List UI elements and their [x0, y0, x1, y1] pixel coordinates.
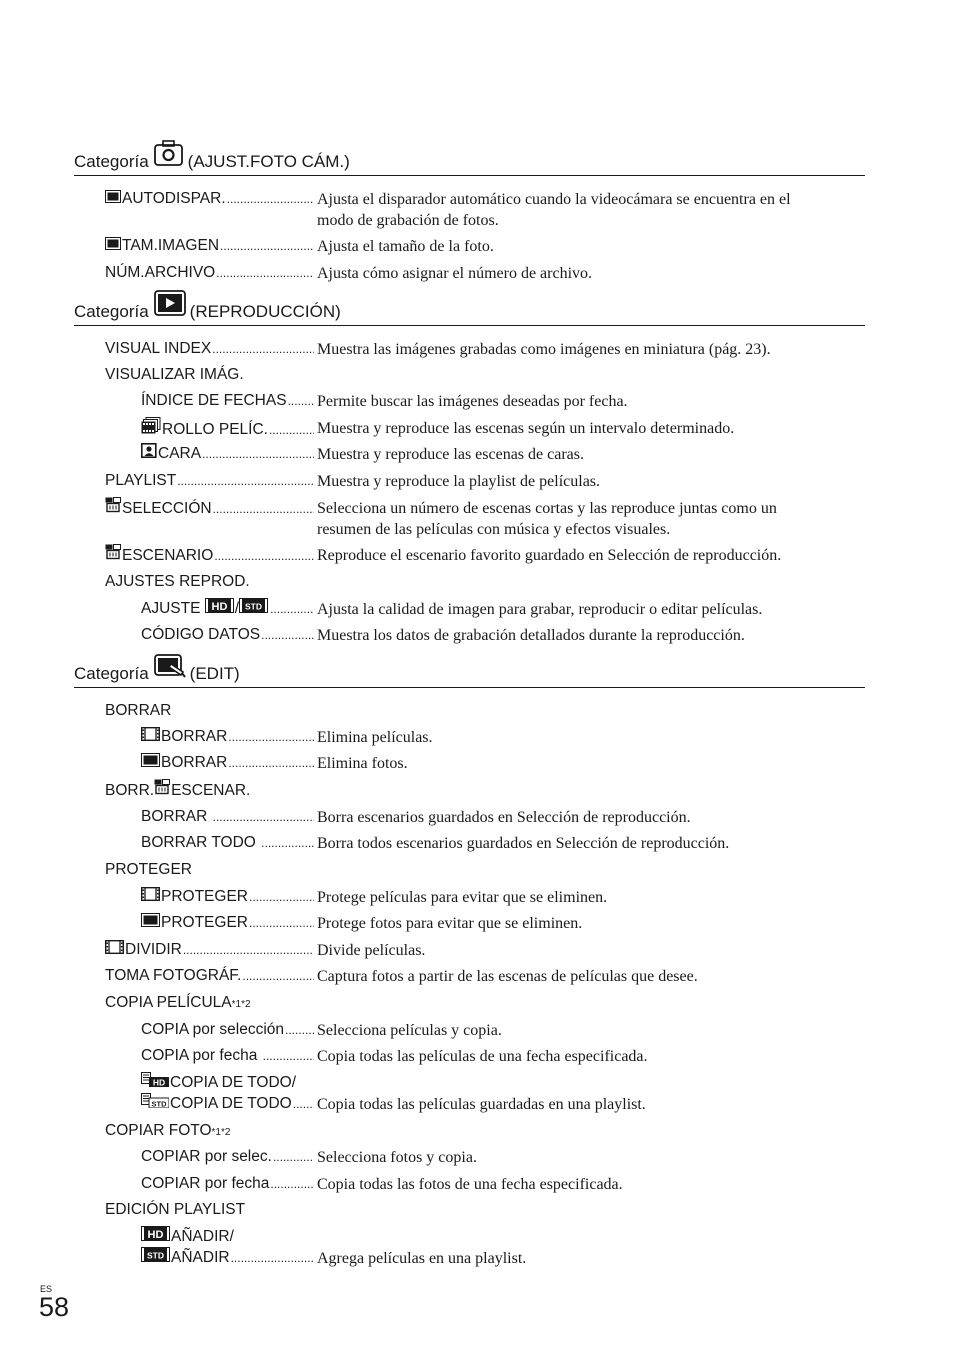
- menu-label: DIVIDIR: [125, 941, 182, 958]
- leader-dots: [228, 753, 314, 774]
- menu-label: TOMA FOTOGRÁF.: [105, 967, 242, 984]
- menu-label: PROTEGER: [161, 914, 248, 931]
- svg-text:HD: HD: [211, 601, 228, 613]
- menu-description: Divide películas.: [317, 942, 426, 959]
- leader-dots: [242, 966, 314, 987]
- menu-label: VISUAL INDEX: [105, 340, 212, 357]
- menu-label: COPIA por fecha: [141, 1047, 258, 1064]
- playback-icon: [154, 290, 186, 321]
- page-number: 58: [39, 1292, 70, 1322]
- menu-group-label-suffix: ESCENAR.: [171, 782, 251, 799]
- menu-label: AUTODISPAR.: [122, 190, 226, 207]
- leader-dots: [202, 444, 314, 465]
- section-header: [74, 298, 865, 326]
- hd-playlist-icon: [141, 1072, 169, 1093]
- leader-dots: [212, 339, 314, 360]
- menu-description: Copia todas las películas guardadas en una playlist.: [317, 1096, 646, 1113]
- leader-dots: [228, 727, 314, 748]
- menu-label: BORRAR: [161, 728, 228, 745]
- menu-description: Copia todas las películas de una fecha especificada.: [317, 1048, 648, 1065]
- menu-label: NÚM.ARCHIVO: [105, 264, 216, 281]
- separator: /: [234, 600, 240, 617]
- photo-mode-icon: [141, 912, 160, 933]
- menu-label: CÓDIGO DATOS: [141, 626, 261, 643]
- leader-dots: [285, 1020, 314, 1041]
- menu-description: Elimina películas.: [317, 729, 433, 746]
- menu-label: COPIA por selección: [141, 1021, 285, 1038]
- leader-dots: [216, 263, 314, 284]
- menu-description: Protege películas para evitar que se eliminen.: [317, 889, 608, 906]
- menu-description: Ajusta la calidad de imagen para grabar, reproducir o editar películas.: [317, 601, 763, 618]
- highlight-movie-icon: [154, 779, 170, 801]
- menu-description: Muestra y reproduce las escenas según un intervalo determinado.: [317, 420, 735, 437]
- leader-dots: [227, 189, 314, 210]
- menu-label: TAM.IMAGEN: [122, 237, 220, 254]
- movie-icon: [141, 886, 160, 907]
- menu-label: ÍNDICE DE FECHAS: [141, 392, 287, 409]
- menu-label: PLAYLIST: [105, 472, 177, 489]
- menu-label: ROLLO PELÍC.: [162, 421, 268, 438]
- menu-label: ESCENARIO: [122, 547, 214, 564]
- svg-text:STD: STD: [245, 601, 263, 612]
- menu-description: Muestra y reproduce las escenas de caras.: [317, 446, 584, 463]
- leader-dots: [183, 940, 314, 961]
- menu-description: Elimina fotos.: [317, 755, 408, 772]
- menu-group-label: VISUALIZAR IMÁG.: [105, 366, 244, 383]
- category-label: Categoría: [74, 152, 149, 171]
- menu-description: Captura fotos a partir de las escenas de películas que desee.: [317, 968, 698, 985]
- highlight-movie-icon: [105, 544, 121, 566]
- section-title: (AJUST.FOTO CÁM.): [187, 152, 350, 171]
- menu-label: COPIA DE TODO: [170, 1095, 292, 1112]
- language-code: ES: [40, 1284, 53, 1294]
- menu-label: PROTEGER: [161, 888, 248, 905]
- leader-dots: [213, 499, 314, 520]
- hd-quality-icon: [141, 1226, 170, 1247]
- svg-text:HD: HD: [147, 1229, 164, 1241]
- menu-description: Selecciona fotos y copia.: [317, 1149, 477, 1166]
- menu-label: BORRAR: [141, 808, 208, 825]
- menu-description: Muestra los datos de grabación detallados durante la reproducción.: [317, 627, 745, 644]
- hd-quality-icon: [205, 598, 234, 619]
- section-header: [74, 148, 865, 176]
- leader-dots: [270, 1174, 314, 1195]
- menu-label: BORRAR: [161, 754, 228, 771]
- leader-dots: [249, 887, 314, 908]
- leader-dots: [261, 833, 314, 854]
- menu-description: Muestra y reproduce la playlist de películas.: [317, 473, 601, 490]
- menu-label: AÑADIR/: [171, 1228, 234, 1245]
- leader-dots: [249, 913, 314, 934]
- menu-group-label: EDICIÓN PLAYLIST: [105, 1201, 246, 1218]
- menu-group-label: BORR.: [105, 782, 155, 799]
- leader-dots: [214, 546, 314, 567]
- edit-icon: [154, 652, 186, 683]
- menu-group-label: PROTEGER: [105, 861, 192, 878]
- menu-description: Muestra las imágenes grabadas como imágenes en miniatura (pág. 23).: [317, 341, 771, 358]
- section-title: (REPRODUCCIÓN): [189, 302, 341, 321]
- menu-description: Ajusta el tamaño de la foto.: [317, 238, 494, 255]
- svg-text:STD: STD: [151, 1099, 167, 1108]
- menu-label: AÑADIR: [171, 1249, 230, 1266]
- menu-description: Copia todas las fotos de una fecha especificada.: [317, 1176, 623, 1193]
- leader-dots: [213, 807, 314, 828]
- svg-text:STD: STD: [147, 1250, 164, 1261]
- menu-description: Reproduce el escenario favorito guardado en Selección de reproducción.: [317, 547, 782, 564]
- leader-dots: [269, 420, 314, 441]
- menu-group-label: COPIAR FOTO: [105, 1122, 212, 1139]
- menu-label: COPIA DE TODO/: [170, 1074, 297, 1091]
- menu-description-cont: resumen de las películas con música y efectos visuales.: [317, 521, 671, 538]
- leader-dots: [177, 471, 314, 492]
- menu-description-cont: modo de grabación de fotos.: [317, 212, 499, 229]
- std-playlist-icon: [141, 1093, 169, 1114]
- menu-description: Borra todos escenarios guardados en Selección de reproducción.: [317, 835, 730, 852]
- menu-description: Agrega películas en una playlist.: [317, 1250, 527, 1267]
- leader-dots: [261, 625, 314, 646]
- leader-dots: [220, 236, 314, 257]
- photo-mode-icon: [141, 752, 160, 773]
- leader-dots: [273, 1147, 314, 1168]
- photo-mode-icon: [105, 188, 121, 209]
- category-label: Categoría: [74, 302, 149, 321]
- footnote-marker: *1*2: [231, 999, 251, 1010]
- camera-icon: [154, 140, 184, 171]
- menu-label: AJUSTE: [141, 600, 201, 617]
- menu-label: CARA: [158, 445, 202, 462]
- menu-description: Selecciona un número de escenas cortas y las reproduce juntas como un: [317, 500, 777, 517]
- menu-description: Protege fotos para evitar que se eliminen.: [317, 915, 583, 932]
- photo-mode-icon: [105, 235, 121, 256]
- leader-dots: [293, 1094, 314, 1115]
- menu-group-label: COPIA PELÍCULA: [105, 994, 232, 1011]
- film-roll-icon: [141, 417, 161, 440]
- menu-label: COPIAR por selec.: [141, 1148, 272, 1165]
- highlight-movie-icon: [105, 497, 121, 519]
- menu-description: Ajusta cómo asignar el número de archivo.: [317, 265, 593, 282]
- leader-dots: [231, 1248, 314, 1269]
- movie-icon: [141, 726, 160, 747]
- face-icon: [141, 443, 157, 464]
- leader-dots: [288, 391, 314, 412]
- std-quality-icon: [141, 1247, 170, 1268]
- section-header: [74, 660, 865, 688]
- menu-description: Selecciona películas y copia.: [317, 1022, 502, 1039]
- section-title: (EDIT): [189, 664, 240, 683]
- menu-description: Borra escenarios guardados en Selección de reproducción.: [317, 809, 691, 826]
- category-label: Categoría: [74, 664, 149, 683]
- std-quality-icon: [239, 598, 268, 619]
- menu-description: Ajusta el disparador automático cuando la videocámara se encuentra en el: [317, 191, 791, 208]
- leader-dots: [270, 599, 314, 620]
- menu-label: BORRAR TODO: [141, 834, 256, 851]
- movie-icon: [105, 939, 124, 960]
- svg-text:HD: HD: [152, 1077, 166, 1087]
- menu-group-label: AJUSTES REPROD.: [105, 573, 250, 590]
- footnote-marker: *1*2: [211, 1127, 231, 1138]
- leader-dots: [263, 1046, 314, 1067]
- menu-description: Permite buscar las imágenes deseadas por fecha.: [317, 393, 628, 410]
- menu-label: COPIAR por fecha: [141, 1175, 270, 1192]
- menu-label: SELECCIÓN: [122, 500, 212, 517]
- menu-group-label: BORRAR: [105, 702, 172, 719]
